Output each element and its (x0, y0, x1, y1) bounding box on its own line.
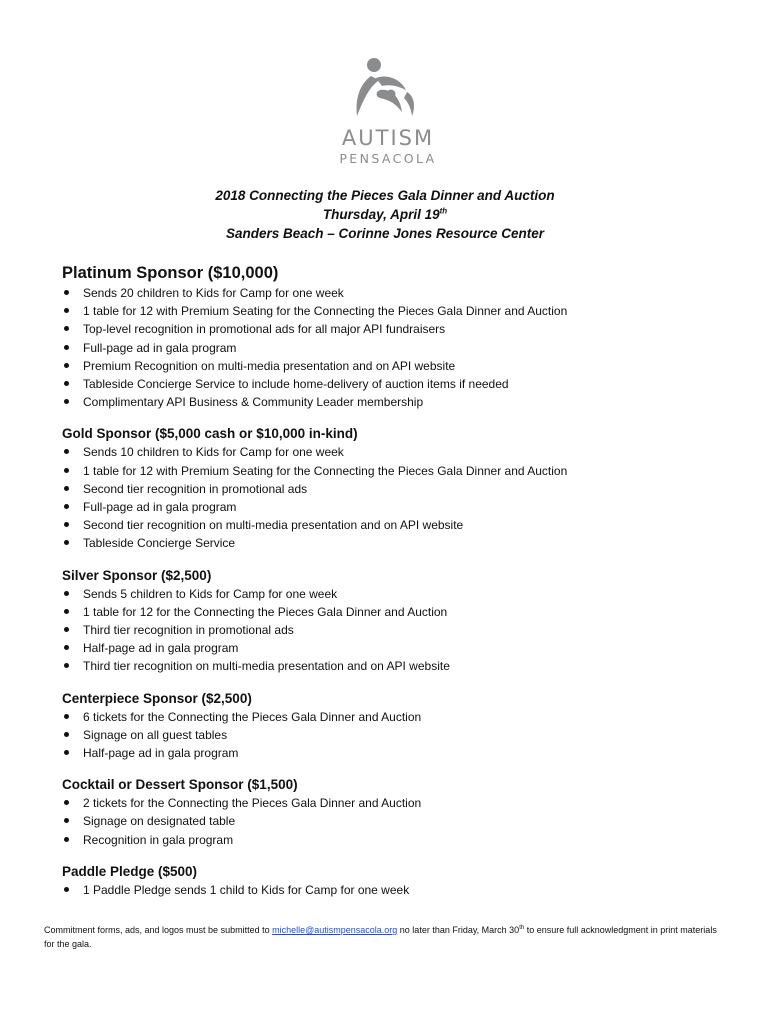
sponsorship-tiers (62, 262, 742, 913)
event-location: Sanders Beach – Corinne Jones Resource Center (225, 226, 545, 241)
tier-centerpiece (62, 690, 742, 763)
contact-email-link[interactable]: michelle@autismpensacola.org (272, 925, 398, 935)
tier-heading: Centerpiece Sponsor ($2,500) (62, 690, 252, 706)
tier-paddle-pledge (62, 863, 742, 899)
tier-silver (62, 567, 742, 676)
list-item: Sends 10 children to Kids for Camp for one week (62, 443, 742, 461)
tier-benefits-list (62, 284, 742, 411)
tier-heading: Silver Sponsor ($2,500) (62, 567, 212, 583)
list-item: Second tier recognition in promotional ads (62, 480, 742, 498)
footer-text-middle: no later than Friday, March 30 (397, 925, 520, 935)
list-item: Full-page ad in gala program (62, 339, 742, 357)
footer-text-after: to ensure full acknowledgment in print materials for the gala. (44, 925, 717, 949)
list-item: Tableside Concierge Service to include home-delivery of auction items if needed (62, 375, 742, 393)
tier-benefits-list (62, 585, 742, 676)
list-item: Third tier recognition in promotional ads (62, 621, 742, 639)
tier-heading: Gold Sponsor ($5,000 cash or $10,000 in-kind) (62, 426, 358, 442)
list-item: Third tier recognition on multi-media presentation and on API website (62, 657, 742, 675)
list-item: Tableside Concierge Service (62, 534, 742, 552)
list-item: Second tier recognition on multi-media presentation and on API website (62, 516, 742, 534)
list-item: Recognition in gala program (62, 831, 742, 849)
list-item: Half-page ad in gala program (62, 639, 742, 657)
list-item: Sends 20 children to Kids for Camp for one week (62, 284, 742, 302)
list-item: Sends 5 children to Kids for Camp for one week (62, 585, 742, 603)
footer-date-suffix: th (519, 925, 525, 931)
tier-gold (62, 425, 742, 552)
list-item: Full-page ad in gala program (62, 498, 742, 516)
list-item: 1 Paddle Pledge sends 1 child to Kids for Camp for one week (62, 881, 742, 899)
event-date-text: Thursday, April 19 (322, 207, 440, 222)
list-item: 2 tickets for the Connecting the Pieces Gala Dinner and Auction (62, 794, 742, 812)
event-header (0, 186, 770, 243)
tier-heading: Cocktail or Dessert Sponsor ($1,500) (62, 777, 298, 793)
logo-wordmark-main: AUTISM (341, 126, 435, 150)
logo-wordmark-sub: PENSACOLA (339, 151, 437, 166)
list-item: Half-page ad in gala program (62, 744, 742, 762)
submission-note (44, 923, 724, 951)
list-item: 1 table for 12 with Premium Seating for the Connecting the Pieces Gala Dinner and Auction (62, 462, 742, 480)
tier-benefits-list (62, 881, 742, 899)
list-item: Signage on all guest tables (62, 726, 742, 744)
event-title: 2018 Connecting the Pieces Gala Dinner and Auction (215, 188, 555, 203)
tier-heading: Paddle Pledge ($500) (62, 863, 198, 879)
list-item: Signage on designated table (62, 812, 742, 830)
tier-benefits-list (62, 443, 742, 552)
footer-text-before: Commitment forms, ads, and logos must be submitted to (44, 925, 273, 935)
tier-platinum (62, 262, 742, 411)
autism-pensacola-figure-icon (352, 56, 418, 120)
list-item: Complimentary API Business & Community Leader membership (62, 393, 742, 411)
tier-cocktail-dessert (62, 776, 742, 849)
event-date-suffix: th (439, 206, 448, 216)
tier-benefits-list (62, 708, 742, 763)
tier-benefits-list (62, 794, 742, 849)
list-item: 1 table for 12 for the Connecting the Pieces Gala Dinner and Auction (62, 603, 742, 621)
autism-pensacola-logo (0, 56, 770, 166)
list-item: 1 table for 12 with Premium Seating for the Connecting the Pieces Gala Dinner and Auction (62, 302, 742, 320)
tier-heading: Platinum Sponsor ($10,000) (62, 264, 279, 282)
list-item: 6 tickets for the Connecting the Pieces Gala Dinner and Auction (62, 708, 742, 726)
list-item: Top-level recognition in promotional ads for all major API fundraisers (62, 320, 742, 338)
event-date (0, 205, 770, 224)
list-item: Premium Recognition on multi-media presentation and on API website (62, 357, 742, 375)
